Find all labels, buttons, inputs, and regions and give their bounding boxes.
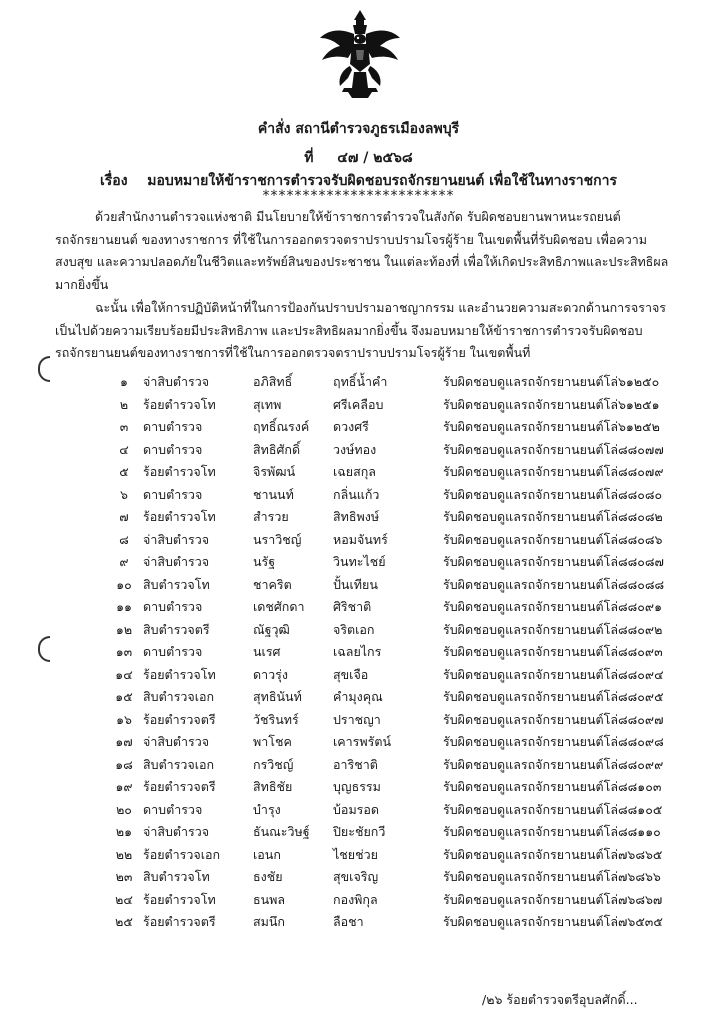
motorcycle-plate-number: ๘๘๐๘๐ <box>618 486 663 502</box>
officer-first-name: สิทธิชัย <box>253 779 293 795</box>
officer-last-name: หอมจันทร์ <box>333 531 388 547</box>
officer-last-name: ปั้นเทียน <box>333 576 378 592</box>
officer-duty: รับผิดชอบดูแลรถจักรยานยนต์โล่ <box>443 801 618 817</box>
officer-last-name: กองพิกุล <box>333 891 378 907</box>
officer-number: ๑๖ <box>116 711 132 727</box>
officer-number: ๑๓ <box>115 644 133 660</box>
motorcycle-plate-number: ๗๖๘๖๕ <box>618 846 663 862</box>
officer-last-name: สุขเจริญ <box>333 869 379 885</box>
officer-rank: ร้อยตำรวจโท <box>143 464 216 480</box>
officer-last-name: บ้อมรอด <box>333 801 380 817</box>
officer-number: ๕ <box>119 464 129 480</box>
motorcycle-plate-number: ๖๑๒๕๐ <box>618 374 660 390</box>
officer-duty: รับผิดชอบดูแลรถจักรยานยนต์โล่ <box>443 396 618 412</box>
paragraph-2 <box>55 297 666 365</box>
officer-number: ๒๓ <box>115 869 133 885</box>
officer-last-name: ฤทธิ์น้ำคำ <box>333 374 388 390</box>
officer-first-name: สุเทพ <box>253 396 282 412</box>
subject-label: เรื่อง <box>99 173 128 189</box>
table-row <box>105 866 668 889</box>
officer-last-name: เคารพรัตน์ <box>333 734 391 750</box>
table-row <box>105 551 668 574</box>
order-title: คำสั่ง สถานีตำรวจภูธรเมืองลพบุรี <box>257 121 460 137</box>
paragraph-2-line: เป็นไปด้วยความเรียบร้อยมีประสิทธิภาพ และประสิทธิผลมากยิ่งขึ้น จึงมอบหมายให้ข้าราชการตำรวจรับผิดชอบ <box>55 322 643 338</box>
officer-first-name: นเรศ <box>253 644 281 660</box>
officer-number: ๑๘ <box>115 756 133 772</box>
officer-assignment-table <box>105 371 668 934</box>
officer-rank: ดาบตำรวจ <box>143 644 203 660</box>
officer-number: ๑๐ <box>116 576 132 592</box>
officer-last-name: ศรีเคลือบ <box>333 396 384 412</box>
officer-rank: จ่าสิบตำรวจ <box>143 734 210 750</box>
table-row <box>105 371 668 394</box>
motorcycle-plate-number: ๘๘๑๐๓ <box>618 779 662 795</box>
table-row <box>105 799 668 822</box>
officer-last-name: วงษ์ทอง <box>333 441 377 457</box>
officer-rank: จ่าสิบตำรวจ <box>143 531 210 547</box>
officer-last-name: คำมุงคุณ <box>333 689 383 705</box>
paragraph-1-line: สงบสุข และความปลอดภัยในชีวิตและทรัพย์สินของประชาชน ในแต่ละท้องที่ เพื่อให้เกิดประสิทธิภาพและประสิทธิผล <box>55 254 669 269</box>
officer-duty: รับผิดชอบดูแลรถจักรยานยนต์โล่ <box>443 644 618 660</box>
officer-number: ๑๗ <box>115 734 133 750</box>
officer-number: ๙ <box>119 554 129 570</box>
officer-first-name: ชานนท์ <box>253 486 294 502</box>
officer-duty: รับผิดชอบดูแลรถจักรยานยนต์โล่ <box>443 914 618 930</box>
motorcycle-plate-number: ๖๑๒๕๒ <box>618 419 660 435</box>
officer-rank: สิบตำรวจเอก <box>143 756 215 772</box>
motorcycle-plate-number: ๘๘๐๙๙ <box>618 756 664 772</box>
motorcycle-plate-number: ๗๖๘๖๗ <box>618 891 663 907</box>
table-row <box>105 461 668 484</box>
officer-rank: ดาบตำรวจ <box>143 419 203 435</box>
officer-duty: รับผิดชอบดูแลรถจักรยานยนต์โล่ <box>443 666 618 682</box>
officer-first-name: ณัฐวุฒิ <box>253 621 290 637</box>
motorcycle-plate-number: ๘๘๐๘๗ <box>618 554 664 570</box>
officer-duty: รับผิดชอบดูแลรถจักรยานยนต์โล่ <box>443 441 618 457</box>
officer-last-name: จริตเอก <box>333 621 375 637</box>
officer-first-name: นราวิชญ์ <box>253 531 302 547</box>
officer-rank: ดาบตำรวจ <box>143 441 203 457</box>
officer-first-name: บำรุง <box>253 801 281 817</box>
paragraph-2-line: ฉะนั้น เพื่อให้การปฏิบัติหน้าที่ในการป้องกันปราบปรามอาชญากรรม และอำนวยความสะดวกด้านการจราจร <box>95 300 666 315</box>
officer-rank: ดาบตำรวจ <box>143 801 203 817</box>
paragraph-1-line: มากยิ่งขึ้น <box>55 276 109 292</box>
table-row <box>105 574 668 597</box>
continuation-note: /๒๖ ร้อยตำรวจตรีอุบลศักดิ์... <box>482 992 638 1007</box>
officer-number: ๔ <box>119 441 129 457</box>
table-row <box>105 394 668 417</box>
officer-rank: ดาบตำรวจ <box>143 486 203 502</box>
officer-duty: รับผิดชอบดูแลรถจักรยานยนต์โล่ <box>443 464 618 480</box>
subject-text: มอบหมายให้ข้าราชการตำรวจรับผิดชอบรถจักรยานยนต์ เพื่อใช้ในทางราชการ <box>147 173 618 189</box>
officer-first-name: ธันณะวิษฐ์ <box>253 824 310 840</box>
officer-number: ๘ <box>119 531 129 547</box>
officer-last-name: สิทธิพงษ์ <box>333 509 380 525</box>
motorcycle-plate-number: ๘๘๐๘๒ <box>618 509 663 525</box>
officer-last-name: ไชยช่วย <box>333 846 378 862</box>
officer-duty: รับผิดชอบดูแลรถจักรยานยนต์โล่ <box>443 621 618 637</box>
officer-first-name: จิรพัฒน์ <box>253 464 296 480</box>
motorcycle-plate-number: ๘๘๐๗๙ <box>618 464 664 480</box>
officer-duty: รับผิดชอบดูแลรถจักรยานยนต์โล่ <box>443 779 618 795</box>
officer-number: ๒๔ <box>115 891 133 907</box>
officer-duty: รับผิดชอบดูแลรถจักรยานยนต์โล่ <box>443 846 618 862</box>
punch-hole-mark <box>38 356 50 382</box>
separator-line: ************************ <box>262 188 455 204</box>
officer-first-name: เอนก <box>253 846 281 862</box>
table-row <box>105 619 668 642</box>
paragraph-1 <box>55 206 669 296</box>
officer-number: ๑๒ <box>115 621 133 637</box>
table-row <box>105 439 668 462</box>
officer-rank: ร้อยตำรวจตรี <box>143 779 216 795</box>
officer-last-name: วินทะไชย์ <box>333 554 386 570</box>
officer-rank: สิบตำรวจเอก <box>143 689 215 705</box>
officer-rank: ร้อยตำรวจตรี <box>143 711 216 727</box>
motorcycle-plate-number: ๘๘๐๙๒ <box>618 621 663 637</box>
table-row <box>105 709 668 732</box>
officer-duty: รับผิดชอบดูแลรถจักรยานยนต์โล่ <box>443 374 618 390</box>
table-row <box>105 506 668 529</box>
officer-number: ๑๔ <box>115 666 133 682</box>
motorcycle-plate-number: ๘๘๐๗๗ <box>618 441 664 457</box>
officer-number: ๑ <box>120 374 128 390</box>
officer-rank: ร้อยตำรวจโท <box>143 509 216 525</box>
table-row <box>105 484 668 507</box>
paragraph-1-line: รถจักรยานยนต์ ของทางราชการ ที่ใช้ในการออกตรวจตราปราบปรามโจรผู้ร้าย ในเขตพื้นที่รับผิดชอบ เพื่อความ <box>55 231 648 247</box>
officer-duty: รับผิดชอบดูแลรถจักรยานยนต์โล่ <box>443 824 618 840</box>
officer-last-name: อาริชาติ <box>333 756 378 772</box>
order-number-value: ๔๗ / ๒๕๖๘ <box>337 150 413 166</box>
table-row <box>105 821 668 844</box>
table-row <box>105 641 668 664</box>
officer-first-name: สมนึก <box>253 914 285 930</box>
officer-number: ๑๕ <box>115 689 133 705</box>
officer-rank: จ่าสิบตำรวจ <box>143 374 210 390</box>
officer-number: ๑๑ <box>116 599 132 615</box>
paragraph-2-line: รถจักรยานยนต์ของทางราชการที่ใช้ในการออกตรวจตราปราบปรามโจรผู้ร้าย ในเขตพื้นที่ <box>55 345 531 360</box>
officer-number: ๒๑ <box>115 824 133 840</box>
motorcycle-plate-number: ๘๘๐๙๔ <box>618 666 664 682</box>
officer-number: ๑๙ <box>115 779 133 795</box>
officer-duty: รับผิดชอบดูแลรถจักรยานยนต์โล่ <box>443 756 618 772</box>
officer-last-name: ปิยะชัยกวี <box>333 824 386 840</box>
officer-duty: รับผิดชอบดูแลรถจักรยานยนต์โล่ <box>443 419 618 435</box>
table-row <box>105 731 668 754</box>
officer-first-name: กรวิชญ์ <box>253 756 294 772</box>
officer-duty: รับผิดชอบดูแลรถจักรยานยนต์โล่ <box>443 531 618 547</box>
officer-first-name: ดาวรุ่ง <box>253 666 288 682</box>
officer-number: ๓ <box>119 419 129 435</box>
officer-duty: รับผิดชอบดูแลรถจักรยานยนต์โล่ <box>443 486 618 502</box>
motorcycle-plate-number: ๘๘๐๙๕ <box>618 689 664 705</box>
officer-duty: รับผิดชอบดูแลรถจักรยานยนต์โล่ <box>443 576 618 592</box>
officer-duty: รับผิดชอบดูแลรถจักรยานยนต์โล่ <box>443 509 618 525</box>
motorcycle-plate-number: ๗๖๘๖๖ <box>618 869 661 885</box>
officer-rank: ร้อยตำรวจเอก <box>143 846 221 862</box>
officer-last-name: ปราชญา <box>333 711 381 727</box>
officer-rank: สิบตำรวจโท <box>143 576 210 592</box>
officer-rank: สิบตำรวจโท <box>143 869 210 885</box>
officer-duty: รับผิดชอบดูแลรถจักรยานยนต์โล่ <box>443 869 618 885</box>
officer-first-name: เดชศักดา <box>253 599 305 615</box>
officer-first-name: ชาคริต <box>253 576 292 592</box>
officer-duty: รับผิดชอบดูแลรถจักรยานยนต์โล่ <box>443 711 618 727</box>
punch-hole-mark <box>38 636 50 662</box>
officer-first-name: ธงชัย <box>253 869 283 885</box>
officer-rank: ร้อยตำรวจโท <box>143 666 216 682</box>
officer-number: ๖ <box>120 486 128 502</box>
garuda-emblem-icon <box>318 8 402 100</box>
table-row <box>105 529 668 552</box>
motorcycle-plate-number: ๘๘๐๙๘ <box>618 734 664 750</box>
officer-duty: รับผิดชอบดูแลรถจักรยานยนต์โล่ <box>443 599 618 615</box>
officer-rank: ดาบตำรวจ <box>143 599 203 615</box>
table-row <box>105 664 668 687</box>
motorcycle-plate-number: ๘๘๐๘๖ <box>618 531 663 547</box>
motorcycle-plate-number: ๖๑๒๕๑ <box>618 396 660 412</box>
officer-last-name: ศิริชาติ <box>333 599 372 615</box>
table-row <box>105 686 668 709</box>
officer-rank: สิบตำรวจตรี <box>143 621 210 637</box>
officer-last-name: เฉลยไกร <box>333 644 382 660</box>
officer-first-name: ฤทธิ์ณรงค์ <box>253 419 310 435</box>
officer-duty: รับผิดชอบดูแลรถจักรยานยนต์โล่ <box>443 734 618 750</box>
order-number-line <box>0 147 717 169</box>
table-row <box>105 911 668 934</box>
officer-number: ๒ <box>119 396 129 412</box>
order-number-label: ที่ <box>304 150 314 166</box>
officer-number: ๗ <box>119 509 129 525</box>
officer-rank: ร้อยตำรวจโท <box>143 396 216 412</box>
table-row <box>105 754 668 777</box>
officer-last-name: บุญธรรม <box>333 779 381 795</box>
officer-rank: ร้อยตำรวจตรี <box>143 914 216 930</box>
officer-last-name: สุขเจือ <box>333 666 369 682</box>
officer-duty: รับผิดชอบดูแลรถจักรยานยนต์โล่ <box>443 554 618 570</box>
motorcycle-plate-number: ๘๘๐๘๘ <box>618 576 665 592</box>
motorcycle-plate-number: ๘๘๑๑๐ <box>618 824 661 840</box>
motorcycle-plate-number: ๘๘๐๙๓ <box>618 644 663 660</box>
motorcycle-plate-number: ๘๘๐๙๗ <box>618 711 664 727</box>
officer-first-name: สำรวย <box>253 509 289 525</box>
officer-last-name: เฉยสกุล <box>333 464 376 480</box>
officer-number: ๒๐ <box>116 801 132 817</box>
officer-first-name: พาโชค <box>253 734 292 750</box>
table-row <box>105 416 668 439</box>
officer-first-name: อภิสิทธิ์ <box>253 374 293 390</box>
officer-last-name: ลือชา <box>333 914 364 930</box>
motorcycle-plate-number: ๘๘๐๙๑ <box>618 599 663 615</box>
table-row <box>105 844 668 867</box>
officer-first-name: นรัฐ <box>253 554 276 570</box>
officer-first-name: สิทธิศักดิ์ <box>253 441 301 457</box>
officer-rank: จ่าสิบตำรวจ <box>143 824 210 840</box>
officer-rank: จ่าสิบตำรวจ <box>143 554 210 570</box>
paragraph-1-line: ด้วยสำนักงานตำรวจแห่งชาติ มีนโยบายให้ข้าราชการตำรวจในสังกัด รับผิดชอบยานพาหนะรถยนต์ <box>95 209 621 224</box>
officer-duty: รับผิดชอบดูแลรถจักรยานยนต์โล่ <box>443 891 618 907</box>
table-row <box>105 596 668 619</box>
officer-first-name: สุทธินันท์ <box>253 689 302 705</box>
officer-first-name: ธนพล <box>253 891 286 907</box>
motorcycle-plate-number: ๗๖๕๓๕ <box>618 914 663 930</box>
officer-rank: ร้อยตำรวจโท <box>143 891 216 907</box>
officer-number: ๒๕ <box>115 914 133 930</box>
motorcycle-plate-number: ๘๘๑๐๕ <box>618 801 663 817</box>
officer-number: ๒๒ <box>115 846 133 862</box>
officer-last-name: ดวงศรี <box>333 419 369 435</box>
table-row <box>105 776 668 799</box>
officer-last-name: กลิ่นแก้ว <box>333 486 380 502</box>
officer-first-name: วัชรินทร์ <box>253 711 299 727</box>
table-row <box>105 889 668 912</box>
officer-duty: รับผิดชอบดูแลรถจักรยานยนต์โล่ <box>443 689 618 705</box>
